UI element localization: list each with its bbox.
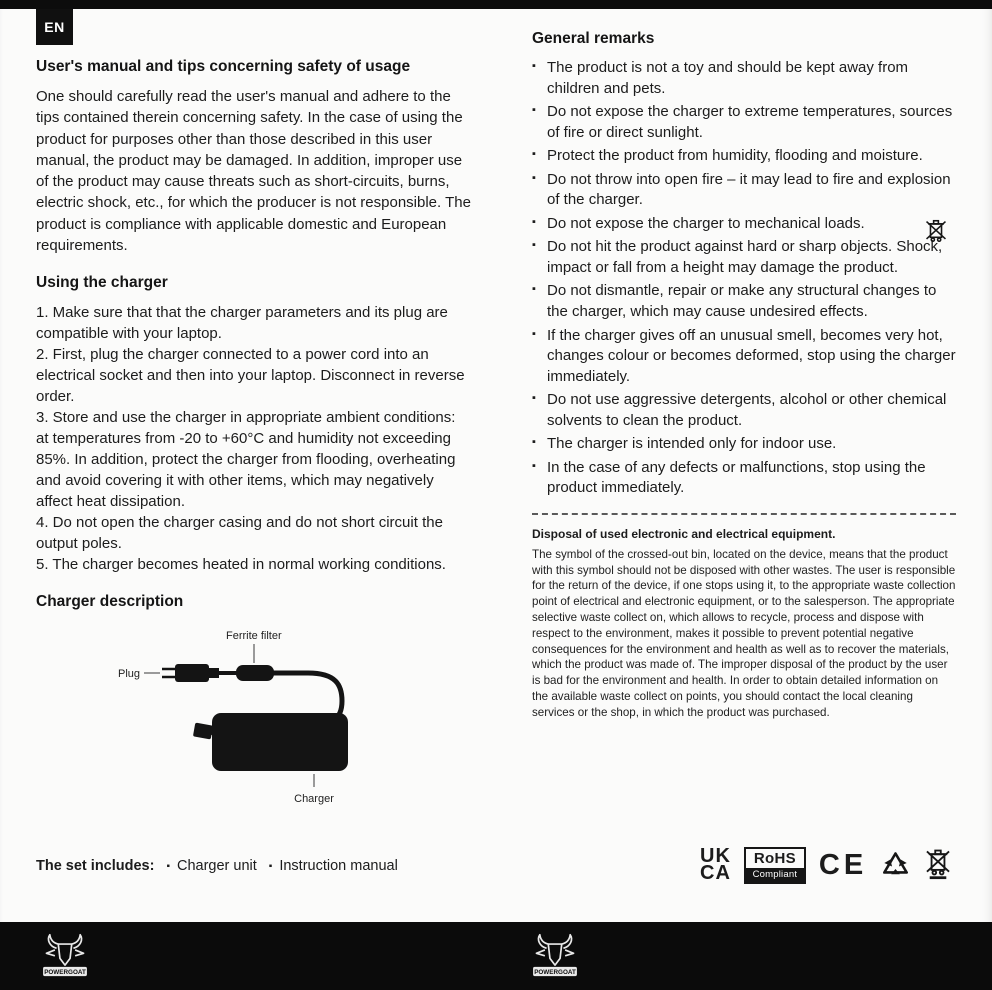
step: 4. Do not open the charger casing and do not short circuit the output poles. xyxy=(36,514,443,553)
powergoat-wordmark: POWERGOAT xyxy=(534,968,576,976)
right-column xyxy=(532,30,956,720)
remark-item: ▪ The charger is intended only for indoor use. xyxy=(532,434,956,455)
remark-item: ▪ The product is not a toy and should be kept away from children and pets. xyxy=(532,58,956,99)
using-charger-heading: Using the charger xyxy=(36,274,168,292)
footer-bar xyxy=(0,922,992,990)
rohs-title: RoHS xyxy=(753,849,796,867)
charger-label: Charger xyxy=(294,793,334,806)
step: 5. The charger becomes heated in normal working conditions. xyxy=(36,556,446,574)
ce-mark: CE xyxy=(818,848,868,881)
ukca-line1: UK xyxy=(700,845,731,867)
safety-heading: User's manual and tips concerning safety of usage xyxy=(36,58,411,75)
rohs-subtitle: Compliant xyxy=(746,868,804,882)
remark-item: ▪ Do not throw into open fire – it may lead to fire and explosion of the charger. xyxy=(532,170,956,211)
ferrite-filter-shape xyxy=(236,665,274,681)
step: 2. First, plug the charger connected to a power cord into an electrical socket and then into your laptop. Disconnect in reverse order. xyxy=(36,346,465,406)
remark-item: ▪ Do not expose the charger to extreme temperatures, sources of fire or direct sunlight. xyxy=(532,102,956,143)
step: 1. Make sure that that the charger parameters and its plug are compatible with your laptop. xyxy=(36,304,448,343)
general-remarks-list xyxy=(532,58,956,499)
recycling-icon xyxy=(880,849,911,882)
charger-description-heading: Charger description xyxy=(36,593,184,611)
remark-item: ▪ Do not dismantle, repair or make any structural changes to the charger, which may cause undesired effects. xyxy=(532,281,956,322)
weee-crossed-bin-icon xyxy=(924,216,948,251)
top-black-strip xyxy=(0,0,992,9)
disposal-heading: Disposal of used electronic and electrical equipment. xyxy=(532,526,836,541)
dashed-divider xyxy=(532,513,956,515)
ukca-mark xyxy=(700,845,731,884)
remark-item: ▪ If the charger gives off an unusual smell, becomes very hot, changes colour or becomes deformed, stop using the charger immediately. xyxy=(532,326,956,388)
plug-label: Plug xyxy=(118,668,141,681)
ukca-line2: CA xyxy=(700,862,731,884)
charger-diagram-drawing xyxy=(36,621,472,811)
compliance-marks xyxy=(700,845,952,885)
remark-item: ▪ Do not hit the product against hard or sharp objects. Shock, impact or fall from a height may damage the product. xyxy=(532,237,956,278)
remark-item: ▪ Protect the product from humidity, flooding and moisture. xyxy=(532,146,956,167)
disposal-body: The symbol of the crossed-out bin, located on the device, means that the product with this symbol should not be disposed with other wastes. The user is responsible for the return of the device, if one stops using it, to the appropriate waste collection point of electrical and electronic equipment, or to the salesperson. The appropriate selective waste collect on, which allows to recycle, process and dispose with respect to the environment, makes it possible to prevent potential negative consequences for the environment and health as well as to recover the materials, which the product was made of. The improper disposal of the product by the user is bad for the environment and health. In order to obtain detailed information on the available waste collect on points, you should contact the local cleaning services or the shop, in which the product was purchased. xyxy=(532,547,956,719)
ferrite-filter-label: Ferrite filter xyxy=(226,630,282,643)
language-badge: EN xyxy=(36,9,73,45)
set-includes-item: ▪ Charger unit xyxy=(154,858,256,874)
general-remarks-heading: General remarks xyxy=(532,30,655,47)
plug-shape xyxy=(175,664,209,682)
powergoat-wordmark: POWERGOAT xyxy=(44,968,86,976)
set-includes-label: The set includes: xyxy=(36,858,155,874)
rohs-mark xyxy=(744,847,806,884)
step: 3. Store and use the charger in appropriate ambient conditions: at temperatures from -20 to +60°C and humidity not exceeding 85%. In addition, protect the charger from flooding, overheating and avoid covering it with other items, which may negatively affect heat dissipation. xyxy=(36,409,456,511)
charger-shape xyxy=(212,713,348,771)
remark-item: ▪ In the case of any defects or malfunctions, stop using the product immediately. xyxy=(532,458,956,499)
safety-body: One should carefully read the user's manual and adhere to the tips contained therein concerning safety. In the case of using the product for purposes other than those described in this user manual, the product may be damaged. In addition, improper use of the product may cause threats such as short-circuits, burns, electric shock, etc., for which the producer is not responsible. The product is compliance with applicable domestic and European requirements. xyxy=(36,88,471,255)
using-charger-steps xyxy=(36,302,472,575)
powergoat-logo xyxy=(528,931,582,984)
remark-item: ▪ Do not expose the charger to mechanical loads. xyxy=(532,214,956,235)
charger-diagram xyxy=(36,621,472,816)
left-column xyxy=(36,58,472,816)
powergoat-logo xyxy=(38,931,92,984)
set-includes xyxy=(36,858,398,874)
weee-crossed-bin-icon xyxy=(924,845,952,885)
remark-item: ▪ Do not use aggressive detergents, alcohol or other chemical solvents to clean the product. xyxy=(532,390,956,431)
set-includes-item: ▪ Instruction manual xyxy=(257,858,398,874)
